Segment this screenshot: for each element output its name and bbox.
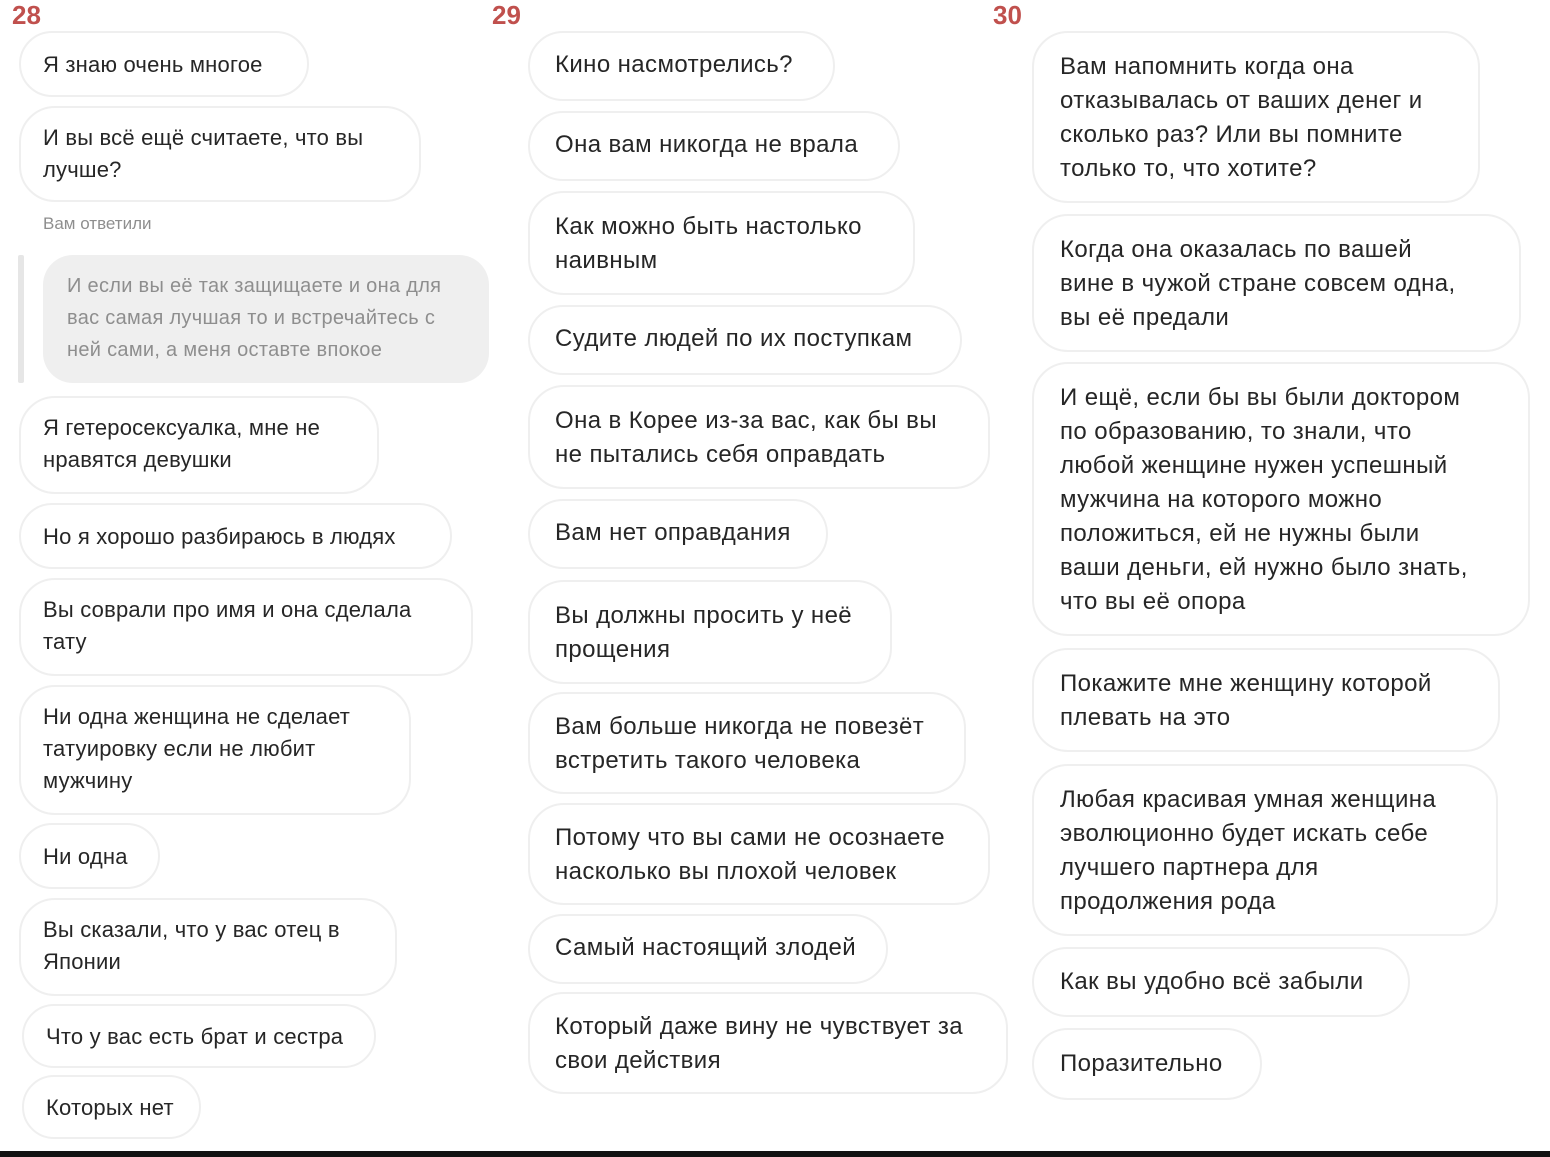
message-text: Вам больше никогда не повезёт <box>555 713 925 740</box>
message-text: мужчина на которого можно <box>1060 486 1383 513</box>
message-text: не пытались себя оправдать <box>555 441 886 468</box>
message-text: насколько вы плохой человек <box>555 858 897 885</box>
message-bubble[interactable] <box>528 305 962 375</box>
message-text: Поразительно <box>1060 1050 1223 1077</box>
message-text: вине в чужой стране совсем одна, <box>1060 270 1456 297</box>
message-bubble[interactable] <box>1032 648 1500 752</box>
message-text: И ещё, если бы вы были доктором <box>1060 384 1461 411</box>
message-text: положиться, ей не нужны были <box>1060 520 1420 547</box>
message-text: Но я хорошо разбираюсь в людях <box>43 524 396 549</box>
message-text: Самый настоящий злодей <box>555 934 857 961</box>
message-bubble[interactable] <box>1032 214 1521 352</box>
message-text: продолжения рода <box>1060 888 1276 915</box>
message-text: Который даже вину не чувствует за <box>555 1013 964 1040</box>
message-text: лучшего партнера для <box>1060 854 1319 881</box>
message-bubble[interactable] <box>528 191 915 295</box>
message-bubble[interactable] <box>1032 362 1530 636</box>
message-bubble[interactable] <box>528 31 835 101</box>
message-text: отказывалась от ваших денег и <box>1060 87 1423 114</box>
message-text: татуировку если не любит <box>43 736 316 761</box>
message-text: Как вы удобно всё забыли <box>1060 968 1364 995</box>
message-bubble[interactable] <box>1032 947 1410 1017</box>
message-bubble[interactable] <box>19 898 397 996</box>
message-text: тату <box>43 629 87 654</box>
message-bubble[interactable] <box>19 685 411 815</box>
message-bubble[interactable] <box>528 992 1008 1094</box>
message-bubble[interactable] <box>528 692 966 794</box>
message-text: вы её предали <box>1060 304 1230 331</box>
message-bubble[interactable] <box>1032 1028 1262 1100</box>
screenshot-number: 28 <box>12 0 41 30</box>
replied-text: вас самая лучшая то и встречайтесь с <box>67 307 436 329</box>
message-text: Ни одна <box>43 844 128 869</box>
message-text: наивным <box>555 247 658 274</box>
message-bubble[interactable] <box>22 1075 201 1139</box>
message-bubble[interactable] <box>19 503 452 569</box>
message-text: прощения <box>555 636 671 663</box>
message-text: Которых нет <box>46 1095 174 1120</box>
message-text: Любая красивая умная женщина <box>1060 786 1437 813</box>
message-text: Она вам никогда не врала <box>555 131 859 158</box>
message-bubble[interactable] <box>528 803 990 905</box>
screenshot-number: 29 <box>492 0 521 30</box>
message-text: сколько раз? Или вы помните <box>1060 121 1403 148</box>
reply-label: Вам ответили <box>43 214 152 233</box>
message-text: Вы должны просить у неё <box>555 602 853 629</box>
message-text: Вам нет оправдания <box>555 519 791 546</box>
message-text: лучше? <box>43 157 122 182</box>
message-text: Как можно быть настолько <box>555 213 862 240</box>
message-text: Когда она оказалась по вашей <box>1060 236 1413 263</box>
replied-text: ней сами, а меня оставте впокое <box>67 339 383 361</box>
message-text: ваши деньги, ей нужно было знать, <box>1060 554 1468 581</box>
message-bubble[interactable] <box>528 914 888 984</box>
message-text: Она в Корее из-за вас, как бы вы <box>555 407 937 434</box>
message-bubble[interactable] <box>19 106 421 202</box>
message-text: Покажите мне женщину которой <box>1060 670 1432 697</box>
message-bubble[interactable] <box>19 396 379 494</box>
message-text: только то, что хотите? <box>1060 155 1317 182</box>
message-text: Судите людей по их поступкам <box>555 325 913 352</box>
message-text: Я знаю очень многое <box>43 52 263 77</box>
message-bubble[interactable] <box>1032 31 1480 203</box>
message-bubble[interactable] <box>528 499 828 569</box>
message-text: нравятся девушки <box>43 447 232 472</box>
message-text: по образованию, то знали, что <box>1060 418 1412 445</box>
screenshot-number: 30 <box>993 0 1022 30</box>
message-text: Что у вас есть брат и сестра <box>46 1024 344 1049</box>
message-bubble[interactable] <box>528 580 892 684</box>
message-text: любой женщине нужен успешный <box>1060 452 1448 479</box>
message-text: Вы соврали про имя и она сделала <box>43 597 412 622</box>
replied-text: И если вы её так защищаете и она для <box>67 275 442 297</box>
message-text: что вы её опора <box>1060 588 1246 615</box>
message-text: эволюционно будет искать себе <box>1060 820 1429 847</box>
message-text: Вам напомнить когда она <box>1060 53 1354 80</box>
message-text: плевать на это <box>1060 704 1231 731</box>
reply-bar <box>18 255 24 383</box>
message-text: Кино насмотрелись? <box>555 51 793 78</box>
message-bubble[interactable] <box>22 1004 376 1068</box>
message-bubble[interactable] <box>19 31 309 97</box>
message-text: И вы всё ещё считаете, что вы <box>43 125 364 150</box>
message-text: свои действия <box>555 1047 722 1074</box>
message-text: Вы сказали, что у вас отец в <box>43 917 340 942</box>
message-text: Японии <box>43 949 121 974</box>
message-bubble[interactable] <box>19 823 160 889</box>
message-text: мужчину <box>43 768 133 793</box>
message-bubble[interactable] <box>1032 764 1498 936</box>
message-bubble[interactable] <box>19 578 473 676</box>
message-text: встретить такого человека <box>555 747 861 774</box>
message-bubble[interactable] <box>528 385 990 489</box>
bottom-divider <box>0 1151 1550 1157</box>
message-bubble[interactable] <box>528 111 900 181</box>
replied-message[interactable] <box>43 255 489 383</box>
message-text: Я гетеросексуалка, мне не <box>43 415 321 440</box>
message-text: Ни одна женщина не сделает <box>43 704 351 729</box>
message-text: Потому что вы сами не осознаете <box>555 824 946 851</box>
